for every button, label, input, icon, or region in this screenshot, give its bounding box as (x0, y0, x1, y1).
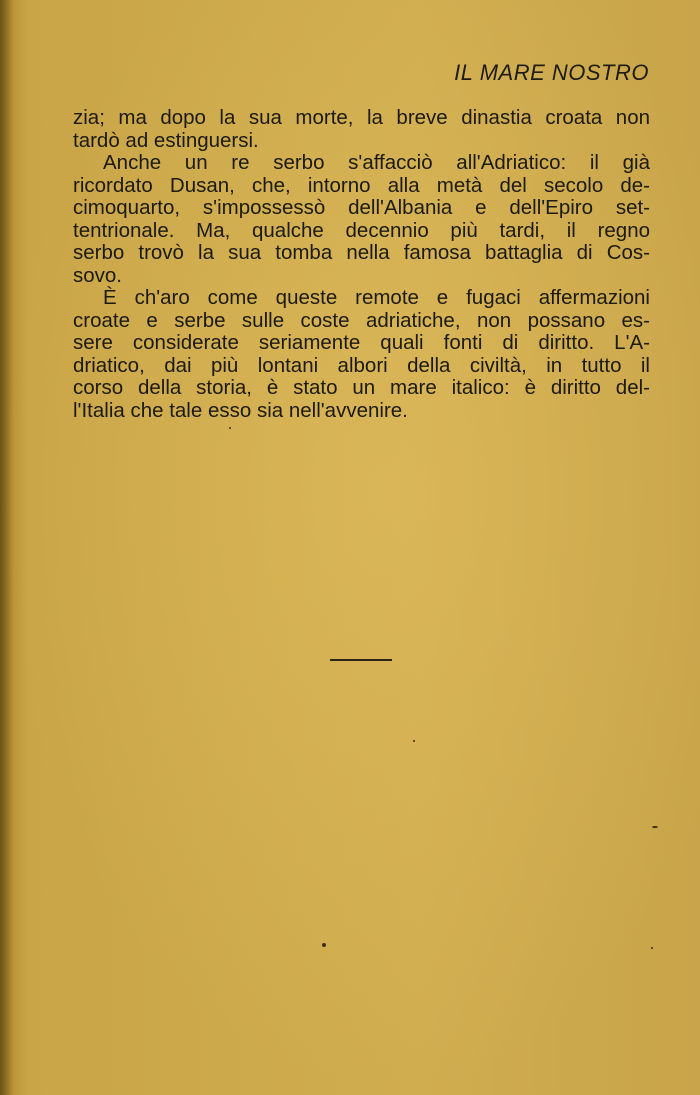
text-line: È ch'aro come queste remote e fugaci affermazioni (103, 286, 650, 309)
paper-speck (652, 826, 658, 828)
text-line: sovo. (73, 263, 122, 287)
paper-speck (651, 947, 653, 949)
text-line: cimoquarto, s'impossessò dell'Albania e dell'Epiro set- (73, 196, 650, 219)
text-line: driatico, dai più lontani albori della civiltà, in tutto il (73, 353, 650, 377)
text-line: zia; ma dopo la sua morte, la breve dinastia croata non (73, 106, 650, 129)
body-text (73, 107, 650, 422)
text-line: croate e serbe sulle coste adriatiche, non possano es- (73, 308, 650, 332)
text-line: sere considerate seriamente quali fonti di diritto. L'A- (73, 331, 650, 354)
paper-speck (229, 427, 231, 429)
text-line: Anche un re serbo s'affacciò all'Adriatico: il già (103, 151, 650, 174)
paper-speck (413, 740, 415, 742)
text-line: ricordato Dusan, che, intorno alla metà del secolo de- (73, 173, 650, 197)
text-line: serbo trovò la sua tomba nella famosa battaglia di Cos- (73, 241, 650, 264)
running-head: IL MARE NOSTRO (454, 60, 649, 85)
text-line: tardò ad estinguersi. (73, 128, 259, 152)
binding-shadow (0, 0, 14, 1095)
section-end-rule (330, 659, 392, 661)
text-line: l'Italia che tale esso sia nell'avvenire. (73, 398, 408, 422)
paper-speck (322, 943, 326, 947)
text-line: tentrionale. Ma, qualche decennio più tardi, il regno (73, 218, 650, 242)
text-line: corso della storia, è stato un mare italico: è diritto del- (73, 376, 650, 399)
